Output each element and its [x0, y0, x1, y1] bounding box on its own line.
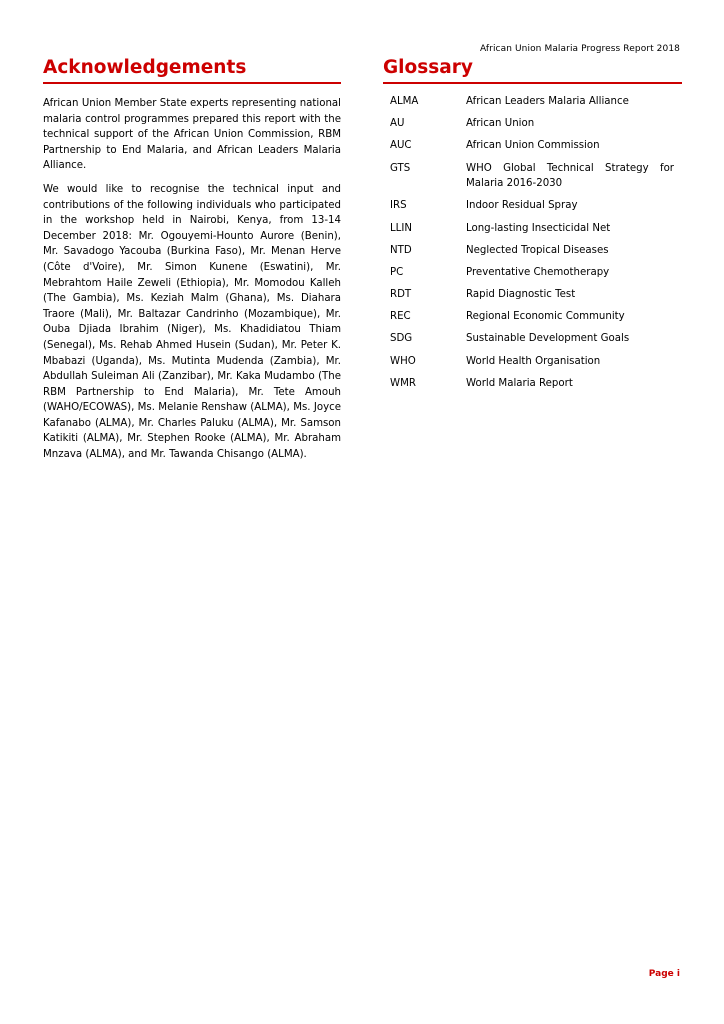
glossary-definition: African Union — [466, 118, 535, 130]
glossary-definition: Regional Economic Community — [466, 311, 625, 323]
glossary-abbreviation: RDT — [390, 289, 412, 301]
glossary-abbreviation: WMR — [390, 377, 416, 389]
glossary-definition: WHO Global Technical Strategy for Malaria 2016-2030 — [466, 162, 674, 190]
glossary-definition: Rapid Diagnostic Test — [466, 289, 576, 301]
glossary-definition: Neglected Tropical Diseases — [466, 244, 609, 256]
glossary-definition: Indoor Residual Spray — [466, 200, 578, 212]
glossary-definition: Long-lasting Insecticidal Net — [466, 222, 611, 234]
page-number: Page i — [648, 969, 680, 979]
glossary-entry — [383, 161, 682, 192]
glossary-entry — [383, 243, 682, 259]
glossary-definition: African Leaders Malaria Alliance — [466, 96, 629, 107]
glossary-abbreviation: AU — [390, 118, 405, 130]
glossary-definition: Sustainable Development Goals — [466, 333, 630, 345]
glossary-abbreviation: REC — [390, 311, 411, 323]
glossary-abbreviation: WHO — [390, 355, 416, 367]
glossary-heading: Glossary — [383, 57, 682, 84]
glossary-entry — [383, 354, 682, 370]
glossary-abbreviation: PC — [390, 266, 404, 278]
acknowledgements-section — [43, 57, 341, 463]
acknowledgements-paragraph: We would like to recognise the technical input and contributions of the following individuals who participated in the workshop held in Nairobi, Kenya, from 13-14 December 2018: Mr. Ogouyemi-Hounto Aurore (Benin), Mr. Savadogo Yacouba (Burkina Faso), Mr. Menan Herve (Côte d'Voire), Mr. Simon Kunene (Eswatini), Mr. Mebrahtom Haile Zeweli (Ethiopia), Mr. Momodou Kalleh (The Gambia), Ms. Keziah Malm (Ghana), Ms. Diahara Traore (Mali), Mr. Baltazar Candrinho (Mozambique), Mr. Ouba Djiada Ibrahim (Niger), Ms. Khadidiatou Thiam (Senegal), Ms. Rehab Ahmed Husein (Sudan), Mr. Peter K. Mbabazi (Uganda), Ms. Mutinta Mudenda (Zambia), Mr. Abdullah Suleiman Ali (Zanzibar), Mr. Kaka Mudambo (The RBM Partnership to End Malaria), Mr. Tete Amouh (WAHO/ECOWAS), Ms. Melanie Renshaw (ALMA), Ms. Joyce Kafanabo (ALMA), Mr. Charles Paluku (ALMA), Mr. Samson Katikiti (ALMA), Mr. Stephen Rooke (ALMA), Mr. Abraham Mnzava (ALMA), and Mr. Tawanda Chisango (ALMA). — [43, 183, 341, 461]
glossary-entry — [383, 331, 682, 347]
glossary-definition: Preventative Chemotherapy — [466, 266, 610, 278]
glossary-definition: World Malaria Report — [466, 377, 573, 389]
glossary-entry — [383, 138, 682, 154]
glossary-entry — [383, 116, 682, 132]
glossary-abbreviation: SDG — [390, 333, 413, 345]
glossary-entry — [383, 198, 682, 214]
glossary-abbreviation: ALMA — [390, 96, 419, 107]
glossary-list — [383, 94, 682, 391]
glossary-entry — [383, 94, 682, 110]
glossary-entry — [383, 287, 682, 303]
glossary-entry — [383, 221, 682, 237]
glossary-entry — [383, 265, 682, 281]
glossary-definition: African Union Commission — [466, 140, 600, 152]
glossary-definition: World Health Organisation — [466, 355, 601, 367]
glossary-abbreviation: AUC — [390, 140, 412, 152]
glossary-section — [383, 57, 682, 398]
glossary-entry — [383, 309, 682, 325]
glossary-abbreviation: IRS — [390, 200, 407, 212]
acknowledgements-heading: Acknowledgements — [43, 57, 341, 84]
glossary-abbreviation: GTS — [390, 162, 411, 174]
report-header-title: African Union Malaria Progress Report 2018 — [479, 44, 680, 54]
glossary-abbreviation: NTD — [390, 244, 412, 256]
acknowledgements-paragraph: African Union Member State experts representing national malaria control programmes prepared this report with the technical support of the African Union Commission, RBM Partnership to End Malaria, and African Leaders Malaria Alliance. — [43, 98, 341, 172]
glossary-abbreviation: LLIN — [390, 222, 412, 234]
glossary-entry — [383, 376, 682, 392]
